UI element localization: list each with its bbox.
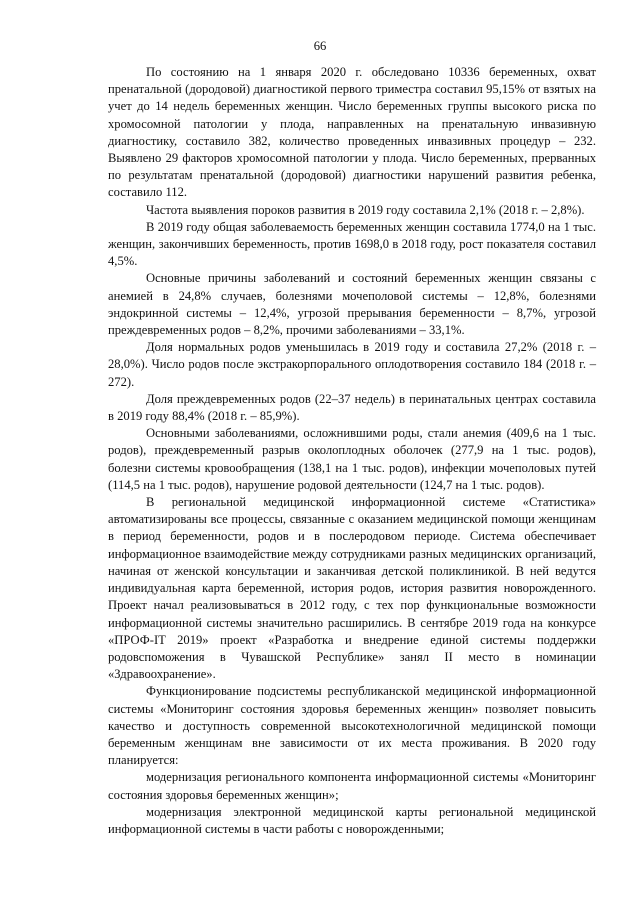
paragraph-birth-complications: Основными заболеваниями, осложнившими роды, стали анемия (409,6 на 1 тыс. родов), преждевременный разрыв околоплодных оболочек (277,9 на 1 тыс. родов), болезни системы кровообращения (138,1 на 1 тыс. родов), инфекции мочеполовых путей (114,5 на 1 тыс. родов), нарушение родовой деятельности (124,7 на 1 тыс. родов). <box>108 426 596 492</box>
paragraph-statistics-system: В региональной медицинской информационной системе «Статистика» автоматизированы все процессы, связанные с оказанием медицинской помощи женщинам в период беременности, родов и в послеродовом периоде. Система обеспечивает информационное взаимодействие между сотрудниками разных медицинских организаций, начиная от женской консультации и заканчивая детской поликлиникой. В ней ведутся индивидуальная карта беременной, история родов, история развития новорожденного. Проект начал реализовываться в 2012 году, с тех пор функциональные возможности информационной системы значительно расширились. В сентябре 2019 года на конкурсе «ПРОФ-IT 2019» проект «Разработка и внедрение единой системы поддержки родовспоможения в Чувашской Республике» занял II место в номинации «Здравоохранение». <box>108 495 596 682</box>
paragraph-malformation-rate: Частота выявления пороков развития в 2019 году составила 2,1% (2018 г. – 2,8%). <box>146 202 585 217</box>
paragraph-monitoring-subsystem: Функционирование подсистемы республиканской медицинской информационной системы «Мониторинг состояния здоровья беременных женщин» позволяет повысить качество и доступность современной высокотехнологичной медицинской помощи беременным женщинам вне зависимости от их места проживания. В 2020 году планируется: <box>108 684 596 768</box>
paragraph-prenatal-diagnostics: По состоянию на 1 января 2020 г. обследовано 10336 беременных, охват пренатальной (дородовой) диагностикой первого триместра составил 95,15% от взятых на учет до 14 недель беременных женщин. Число беременных группы высокого риска по хромосомной патологии у плода, направленных на пренатальную инвазивную диагностику, составило 382, количество проведенных инвазивных процедур – 232. Выявлено 29 факторов хромосомной патологии у плода. Число беременных, прерванных по результатам пренатальной (дородовой) диагностики нарушений развития ребенка, составило 112. <box>108 65 596 200</box>
paragraph-normal-births: Доля нормальных родов уменьшилась в 2019 году и составила 27,2% (2018 г. – 28,0%). Число родов после экстракорпорального оплодотворения составило 184 (2018 г. – 272). <box>108 340 596 389</box>
document-body <box>108 64 596 838</box>
paragraph-premature-births: Доля преждевременных родов (22–37 недель) в перинатальных центрах составила в 2019 году 88,4% (2018 г. – 85,9%). <box>108 391 596 424</box>
list-item-medical-card-modernization: модернизация электронной медицинской карты региональной медицинской информационной системы в части работы с новорожденными; <box>108 804 596 836</box>
list-item-monitoring-modernization: модернизация регионального компонента информационной системы «Мониторинг состояния здоровья беременных женщин»; <box>108 770 596 802</box>
page-number: 66 <box>313 39 327 53</box>
paragraph-main-causes: Основные причины заболеваний и состояний беременных женщин связаны с анемией в 24,8% случаев, болезнями мочеполовой системы – 12,8%, болезнями эндокринной системы – 12,4%, угрозой прерывания беременности – 8,7%, угрозой преждевременных родов – 8,2%, прочими заболеваниями – 33,1%. <box>108 271 596 338</box>
paragraph-morbidity: В 2019 году общая заболеваемость беременных женщин составила 1774,0 на 1 тыс. женщин, закончивших беременность, против 1698,0 в 2018 году, рост показателя составил 4,5%. <box>108 219 596 269</box>
